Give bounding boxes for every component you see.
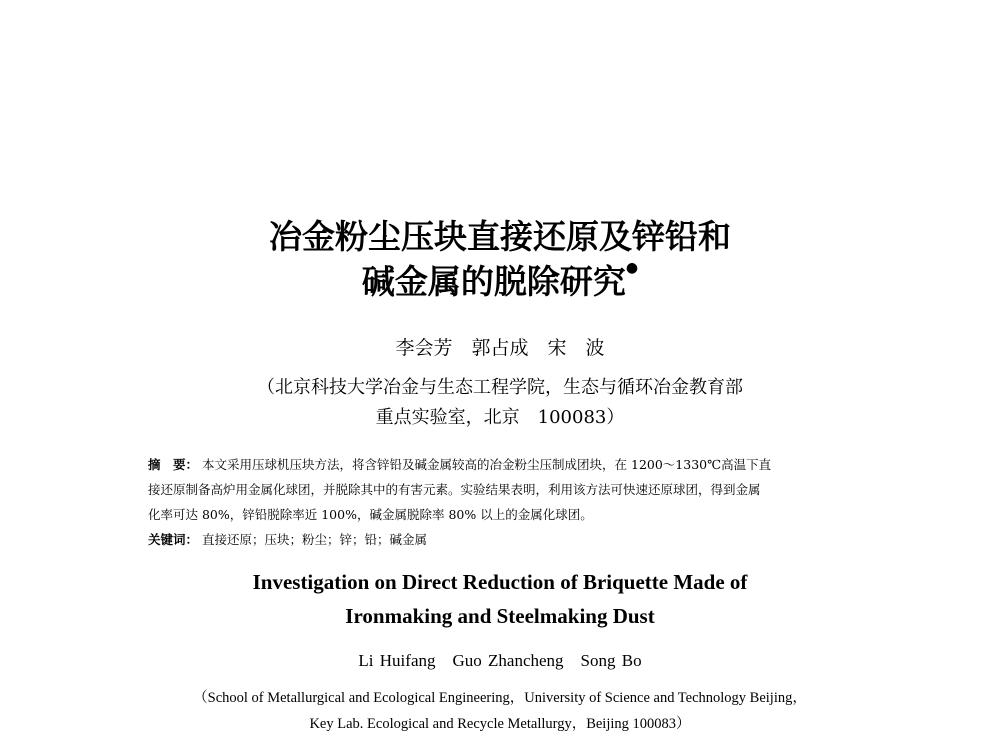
abstract-cn-line-1	[148, 455, 888, 473]
affiliation-cn-line-2: 重点实验室，北京 100083）	[375, 407, 625, 428]
title-en-line-1: Investigation on Direct Reduction of Briquette Made of	[252, 570, 748, 594]
title-cn-line-1-text: 冶金粉尘压块直接还原及锌铅和	[269, 217, 731, 256]
title-en-line-2: Ironmaking and Steelmaking Dust	[345, 604, 655, 628]
footnote-mark: ●	[625, 260, 639, 276]
keywords-cn	[148, 530, 888, 548]
affiliation-en-line-1: （School of Metallurgical and Ecological Engineering，University of Science and Technology Beijing，	[193, 690, 807, 706]
keywords-label: 关键词：	[148, 532, 199, 547]
affiliation-cn-line-1: （北京科技大学冶金与生态工程学院，生态与循环冶金教育部	[257, 377, 743, 398]
title-cn-line-2	[0, 256, 1000, 303]
abstract-label: 摘 要：	[148, 457, 199, 472]
title-cn-line-2-text: 碱金属的脱除研究	[361, 262, 626, 301]
keywords-text: 直接还原；压块；粉尘；锌；铅；碱金属	[202, 532, 428, 547]
abstract-text-1: 本文采用压球机压块方法，将含锌铅及碱金属较高的冶金粉尘压制成团块，在 1200～1330℃高温下直	[202, 457, 772, 472]
title-cn-line-1	[0, 211, 1000, 258]
abstract-cn-line-2: 接还原制备高炉用金属化球团，并脱除其中的有害元素。实验结果表明，利用该方法可快速还原球团，得到金属	[148, 482, 761, 497]
authors-cn: 李会芳 郭占成 宋 波	[395, 337, 605, 359]
affiliation-en-line-2: Key Lab. Ecological and Recycle Metallurgy，Beijing 100083）	[309, 716, 691, 732]
abstract-cn-line-3: 化率可达 80%，锌铅脱除率近 100%，碱金属脱除率 80% 以上的金属化球团。	[148, 507, 593, 522]
authors-en: Li Huifang Guo Zhancheng Song Bo	[358, 651, 642, 670]
